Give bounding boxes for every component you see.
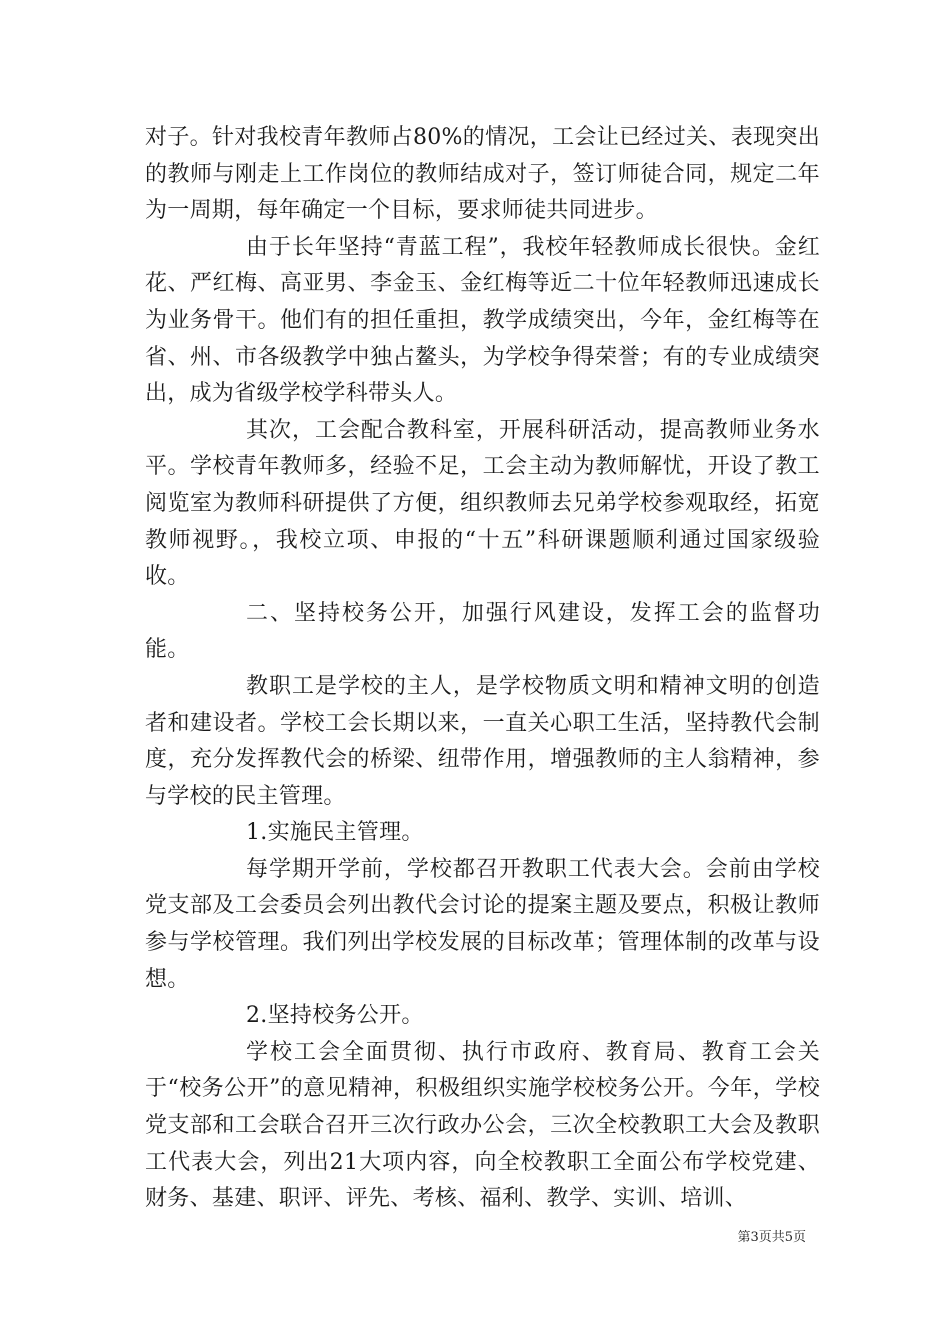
paragraph-continuation: 对子。针对我校青年教师占80%的情况，工会让已经过关、表现突出的教师与刚走上工作岗位的教师结成对子，签订师徒合同，规定二年为一周期，每年确定一个目标，要求师徒共同进步。 <box>145 125 820 224</box>
section-heading-two: 二、坚持校务公开，加强行风建设，发挥工会的监督功能。 <box>145 600 820 663</box>
document-body <box>145 120 820 1218</box>
paragraph-staff-masters: 教职工是学校的主人，是学校物质文明和精神文明的创造者和建设者。学校工会长期以来，一直关心职工生活，坚持教代会制度，充分发挥教代会的桥梁、纽带作用，增强教师的主人翁精神，参与学校的民主管理。 <box>145 673 820 809</box>
paragraph-affairs-transparency: 学校工会全面贯彻、执行市政府、教育局、教育工会关于“校务公开”的意见精神，积极组织实施学校校务公开。今年，学校党支部和工会联合召开三次行政办公会，三次全校教职工大会及教职工代表大会，列出21大项内容，向全校教职工全面公布学校党建、财务、基建、职评、评先、考核、福利、教学、实训、培训、 <box>145 1039 820 1212</box>
paragraph-research-activities: 其次，工会配合教科室，开展科研活动，提高教师业务水平。学校青年教师多，经验不足，工会主动为教师解忧，开设了教工阅览室为教师科研提供了方便，组织教师去兄弟学校参观取经，拓宽教师视野。，我校立项、申报的“十五”科研课题顺利通过国家级验收。 <box>145 417 820 590</box>
subheading-democratic-management: 1.实施民主管理。 <box>246 820 424 846</box>
paragraph-qinglan-project: 由于长年坚持“青蓝工程”，我校年轻教师成长很快。金红花、严红梅、高亚男、李金玉、金红梅等近二十位年轻教师迅速成长为业务骨干。他们有的担任重担，教学成绩突出，今年，金红梅等在省、州、市各级教学中独占鳌头，为学校争得荣誉；有的专业成绩突出，成为省级学校学科带头人。 <box>145 234 820 407</box>
subheading-affairs-transparency: 2.坚持校务公开。 <box>246 1003 424 1029</box>
page-number: 第3页共5页 <box>737 1230 806 1245</box>
paragraph-staff-congress: 每学期开学前，学校都召开教职工代表大会。会前由学校党支部及工会委员会列出教代会讨论的提案主题及要点，积极让教师参与学校管理。我们列出学校发展的目标改革；管理体制的改革与设想。 <box>145 856 820 992</box>
